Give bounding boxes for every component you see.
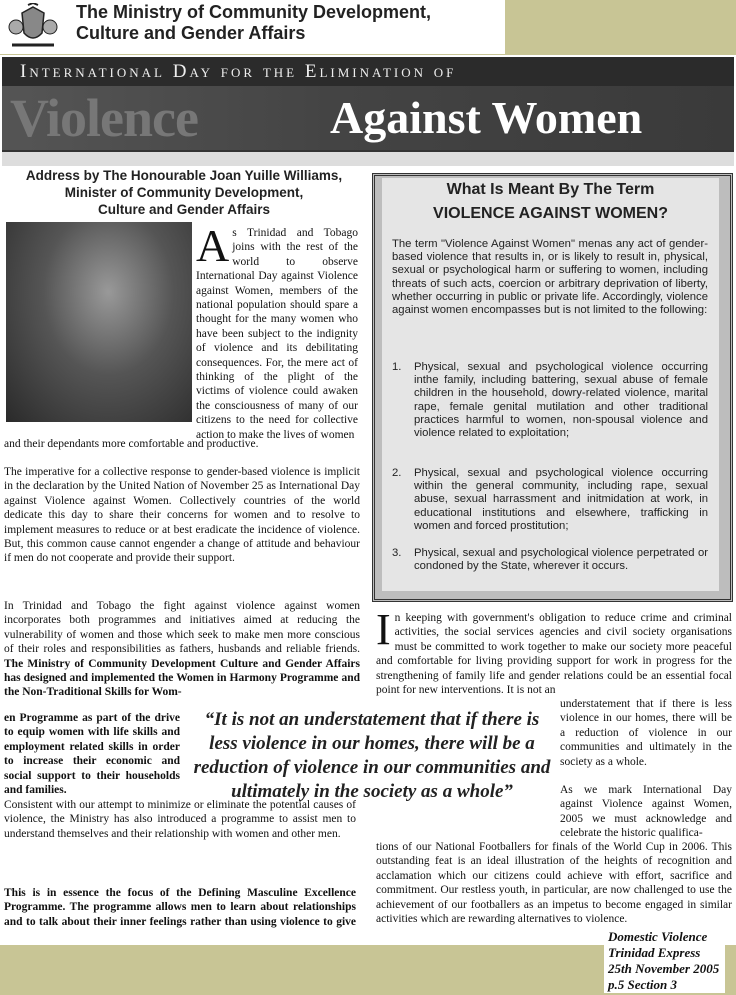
sidebar-list-item (392, 547, 708, 573)
right-paragraph-3: As we mark International Day against Violence against Women, 2005 we must acknowledge and celebrate the historic qualifica- (560, 784, 732, 840)
list-item-number: 3. (392, 547, 402, 559)
address-line-1: Address by The Honourable Joan Yuille Williams, (25, 168, 343, 183)
article-paragraph-1 (196, 220, 358, 442)
drop-cap: I (376, 605, 391, 654)
banner-rule (2, 150, 734, 166)
right-paragraph-2: understatement that if there is less violence in our homes, there will be a reduction of violence in our communities and ultimately in the society as a whole. (560, 698, 732, 768)
article-paragraph-1-end: and their dependants more comfortable and productive. (4, 438, 259, 450)
article-paragraph-4 (4, 711, 180, 797)
paragraph-1-text: s Trinidad and Tobago joins with the rest of the world to observe International Day against Violence against Women, members of the national population should spare a thought for the many women who have been subject to the indignity of violence and its debilitating consequences. For, the mere act of thinking of the plight of the victims of violence could awaken the consciousness of many of our citizens to the need for collective action to make the lives of women (196, 227, 358, 441)
right-paragraph-4: tions of our National Footballers for finals of the World Cup in 2006. This outstanding feat is an ideal illustration of the heights of recognition and acclamation which our citizens could achieve with effort, sacrifice and commitment. Our restless youth, in particular, are now challenged to use the achievement of our footballers as an impetus to become engaged in similar activities which are rewarding alternatives to violence. (376, 841, 732, 926)
sidebar-title-line-2: VIOLENCE AGAINST WOMEN? (433, 205, 668, 222)
paragraph-3-text: In Trinidad and Tobago the fight against violence against women incorporates both programmes and initiatives aimed at reducing the vulnerability of women and those which seek to make men more conscious of their roles and responsibilities as fathers, husbands and reliable friends. (4, 600, 360, 656)
paragraph-4-bold: en Programme as part of the drive to equip women with life skills and employment related skills in order to increase their economic and social support to their households and families. (4, 712, 180, 797)
pull-quote: “It is not an understatement that if there is less violence in our homes, there will be a reduction of violence in our communities and ultimately in the society as a whole” (193, 709, 551, 802)
source-line-4: p.5 Section 3 (608, 977, 677, 992)
list-item-number: 1. (392, 361, 402, 373)
source-line-1: Domestic Violence (608, 929, 708, 944)
sidebar-intro: The term "Violence Against Women" menas any act of gender-based violence that results in, or is likely to result in, physical, sexual or psychological harm or suffering to women, including threats of such acts, coercion or arbitrary deprivation of liberty, whether occurring in public or private life. Accordingly, violence against women encompasses but is not limited to the following: (392, 238, 708, 317)
right-paragraph-1-text: n keeping with government's obligation to reduce crime and criminal activities, the social services agencies and civil society organisations must be committed to work together to make our society more peaceful and comfortable for living providing support for work in progress for the strengthening of family life and gender relations could be an essential focal point for new interventions. It is not an (376, 612, 732, 697)
list-item-text: Physical, sexual and psychological violence occurring within the general community, including rape, sexual abuse, sexual harrassment and initmidation at work, in educational institutions and elsewhere, trafficking in women and forced prostitution; (414, 467, 708, 532)
list-item-number: 2. (392, 467, 402, 479)
sidebar-title-line-1: What Is Meant By The Term (446, 181, 655, 198)
right-paragraph-1 (376, 605, 732, 697)
banner-top (2, 57, 734, 86)
paragraph-3-bold: The Ministry of Community Development Culture and Gender Affairs has designed and implemented the Women in Harmony Programme and the Non-Traditional Skills for Wom- (4, 657, 360, 699)
banner-line-1: International Day for the Elimination of (20, 61, 457, 82)
list-item-text: Physical, sexual and psychological violence occurring inthe family, including battering, sexual abuse of female children in the household, dowry-related violence, marital rape, female genital mutilation and other traditional practices harmful to women, non-spousal violence and violence related to exploitation; (414, 361, 708, 440)
drop-cap: A (196, 220, 230, 271)
article-paragraph-2: The imperative for a collective response to gender-based violence is implicit in the declaration by the United Nation of November 25 as International Day against Violence against Women. Collectively countries of the world dedicate this day to share their concerns for women and to resolve to implement measures to reduce or at best eradicate the incidence of violence. But, this common cause cannot engender a change of attitude and behaviour if men do not cooperate and provide their support. (4, 466, 360, 565)
minister-photo (6, 222, 192, 422)
paragraph-6-bold: This is in essence the focus of the Defining Masculine Excellence Programme. The programme allows men to learn about relationships and to talk about their inner feelings rather than using violence to give (4, 887, 356, 928)
banner-violence-word: Violence (10, 88, 198, 148)
source-caption (604, 929, 725, 993)
page-bottom-strip (0, 929, 436, 945)
ministry-line-1: The Ministry of Community Development, (76, 2, 432, 22)
list-item-text: Physical, sexual and psychological violence perpetrated or condoned by the State, wherever it occurs. (414, 547, 708, 573)
source-line-2: Trinidad Express (608, 945, 701, 960)
address-heading (4, 167, 364, 218)
article-paragraph-5: Consistent with our attempt to minimize or eliminate the potential causes of violence, the Ministry has also introduced a programme to assist men to understand themselves and their relationship with women and other men. (4, 799, 356, 840)
ministry-name (76, 2, 431, 44)
sidebar-list-item (392, 467, 708, 533)
sidebar-list-item (392, 361, 708, 440)
banner-against-women: Against Women (330, 92, 643, 143)
sidebar-title (382, 178, 719, 226)
coat-of-arms-icon (4, 3, 62, 51)
ministry-line-2: Culture and Gender Affairs (76, 23, 306, 43)
address-line-3: Culture and Gender Affairs (97, 202, 271, 217)
article-paragraph-3 (4, 599, 360, 700)
source-line-3: 25th November 2005 (608, 961, 720, 976)
address-line-2: Minister of Community Development, (64, 185, 304, 200)
